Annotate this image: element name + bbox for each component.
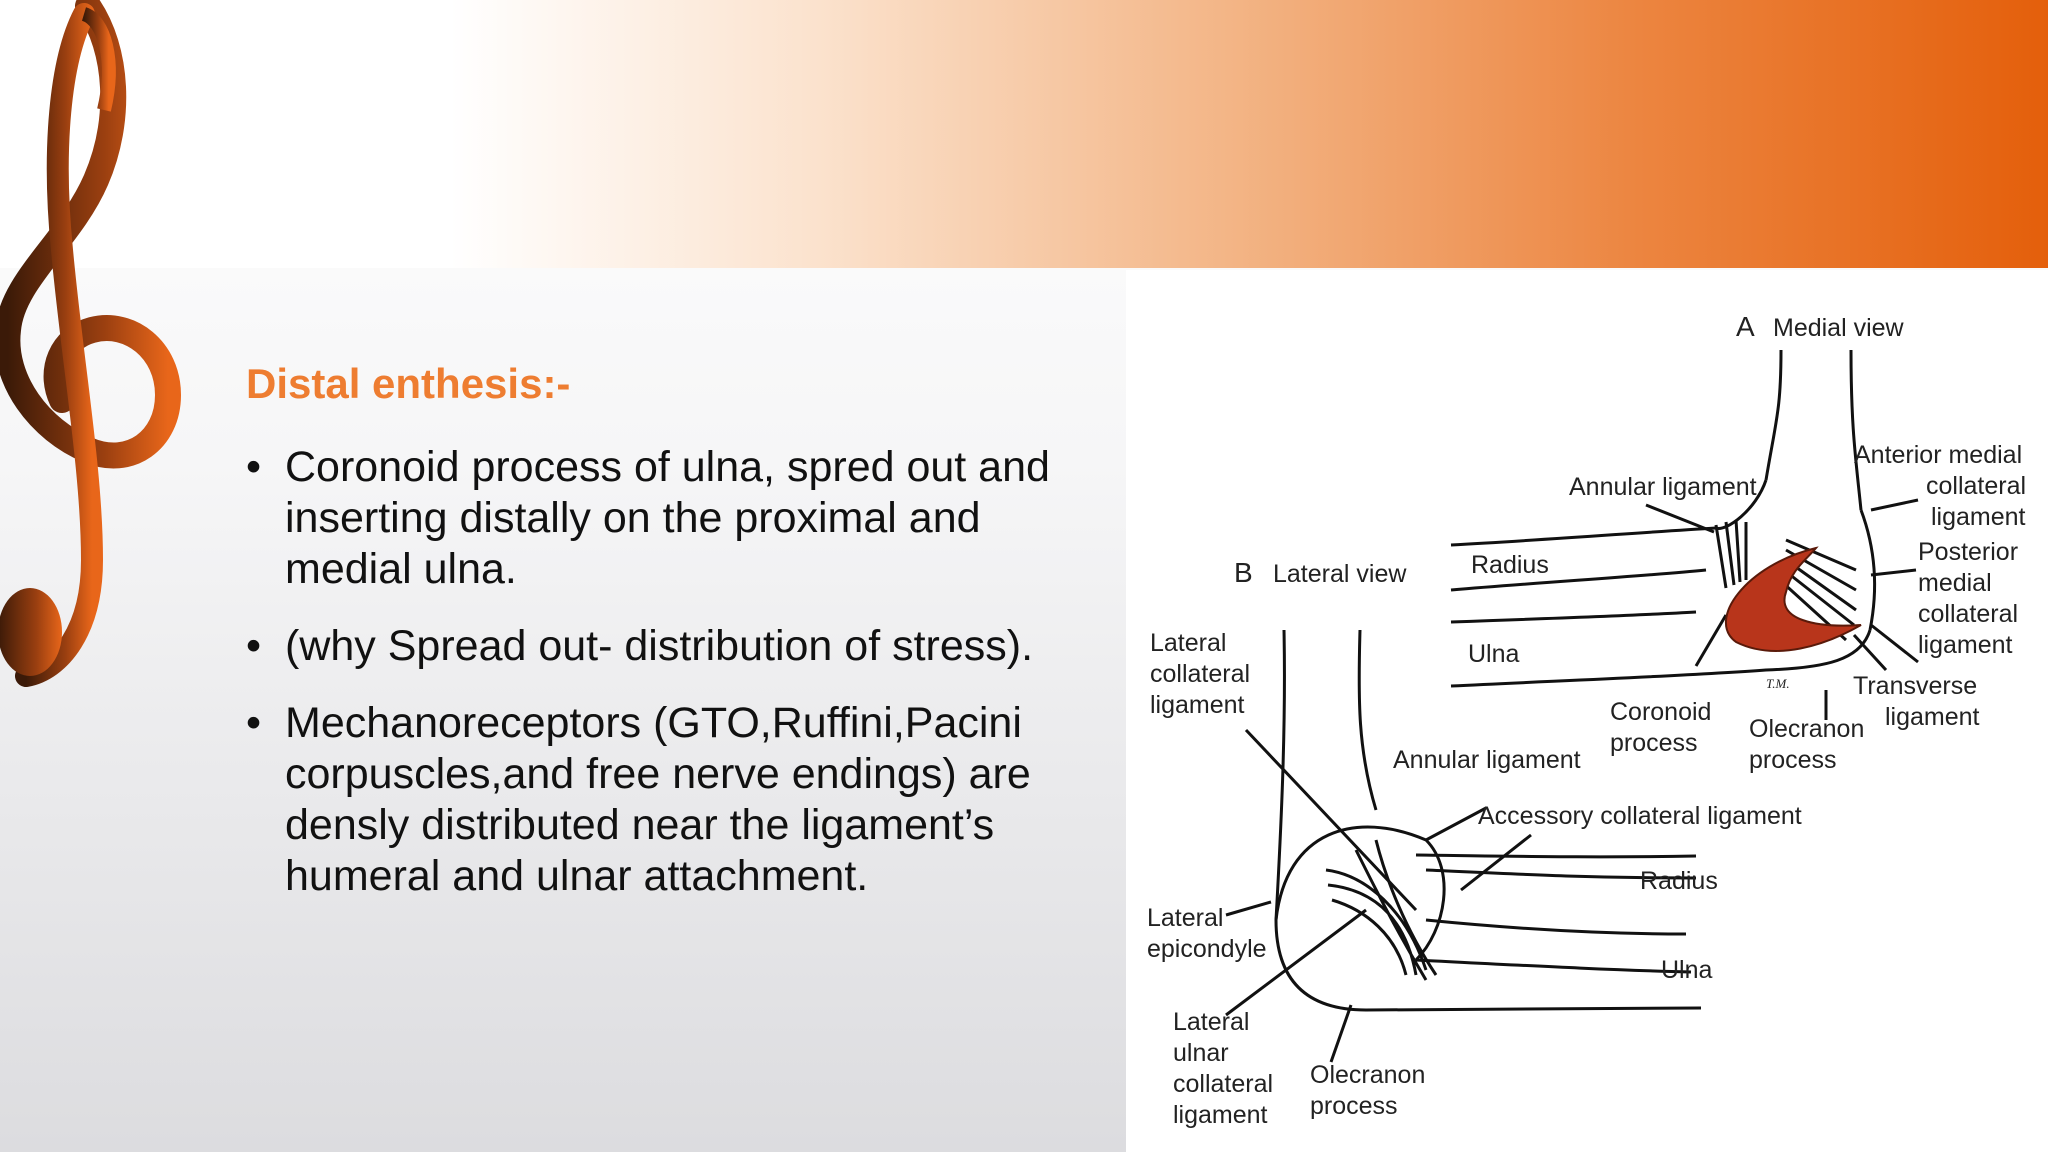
accessory-ligament-label: Accessory collateral ligament: [1478, 802, 1802, 830]
bullet-marker: •: [246, 699, 262, 747]
anterior-mcl-label-3: ligament: [1931, 503, 2026, 531]
lcl-label-3: ligament: [1150, 691, 1245, 719]
bullet-item: [246, 698, 1106, 902]
lucl-label-4: ligament: [1173, 1101, 1268, 1129]
bullet-item: [246, 621, 1106, 672]
medial-view-letter: A: [1736, 311, 1755, 342]
lateral-olecranon-label-2: process: [1310, 1092, 1398, 1120]
lateral-radius-label: Radius: [1640, 867, 1718, 895]
bullet-marker: •: [246, 443, 262, 491]
lcl-label-2: collateral: [1150, 660, 1251, 688]
bullet-text: Coronoid process of ulna, spred out and inserting distally on the proximal and medial ulna.: [285, 443, 1050, 593]
medial-radius-label: Radius: [1471, 551, 1549, 579]
lucl-label-3: collateral: [1173, 1070, 1274, 1098]
lateral-annular-label: Annular ligament: [1393, 746, 1581, 774]
medial-ulna-label: Ulna: [1468, 640, 1520, 668]
posterior-mcl-label-4: ligament: [1918, 631, 2013, 659]
epicondyle-label-1: Lateral: [1147, 904, 1224, 932]
bullet-item: [246, 442, 1106, 595]
anterior-mcl-label-2: collateral: [1926, 472, 2027, 500]
lateral-view-letter: B: [1234, 557, 1253, 588]
transverse-label-1: Transverse: [1853, 672, 1978, 700]
bullet-text: Mechanoreceptors (GTO,Ruffini,Pacini corpuscles,and free nerve endings) are densly distributed near the ligament’s humeral and ulnar attachment.: [285, 699, 1031, 900]
bullet-list: [246, 442, 1106, 902]
lucl-label-2: ulnar: [1173, 1039, 1229, 1067]
bullet-text: (why Spread out- distribution of stress).: [285, 622, 1034, 670]
medial-view-title: Medial view: [1773, 314, 1904, 342]
slide-heading: Distal enthesis:-: [246, 360, 571, 407]
anterior-mcl-label-1: Anterior medial: [1854, 441, 2023, 469]
posterior-mcl-label-1: Posterior: [1918, 538, 2019, 566]
medial-coronoid-label-1: Coronoid: [1610, 698, 1712, 726]
lucl-label-1: Lateral: [1173, 1008, 1250, 1036]
bullet-marker: •: [246, 622, 262, 670]
header-banner: [0, 0, 2048, 268]
epicondyle-label-2: epicondyle: [1147, 935, 1267, 963]
medial-olecranon-label-1: Olecranon: [1749, 715, 1865, 743]
lateral-ulna-label: Ulna: [1661, 956, 1713, 984]
lcl-label-1: Lateral: [1150, 629, 1227, 657]
transverse-label-2: ligament: [1885, 703, 1980, 731]
slide-body: [246, 360, 1106, 928]
treble-clef-icon: [0, 0, 190, 700]
posterior-mcl-label-3: collateral: [1918, 600, 2019, 628]
posterior-mcl-label-2: medial: [1918, 569, 1992, 597]
elbow-diagram-svg: [1126, 270, 2048, 1152]
artist-initials: T.M.: [1766, 676, 1790, 691]
medial-olecranon-label-2: process: [1749, 746, 1837, 774]
lateral-olecranon-label-1: Olecranon: [1310, 1061, 1426, 1089]
lateral-view-title: Lateral view: [1273, 560, 1407, 588]
medial-annular-label: Annular ligament: [1569, 473, 1757, 501]
medial-coronoid-label-2: process: [1610, 729, 1698, 757]
elbow-ligament-diagram: [1126, 270, 2048, 1152]
